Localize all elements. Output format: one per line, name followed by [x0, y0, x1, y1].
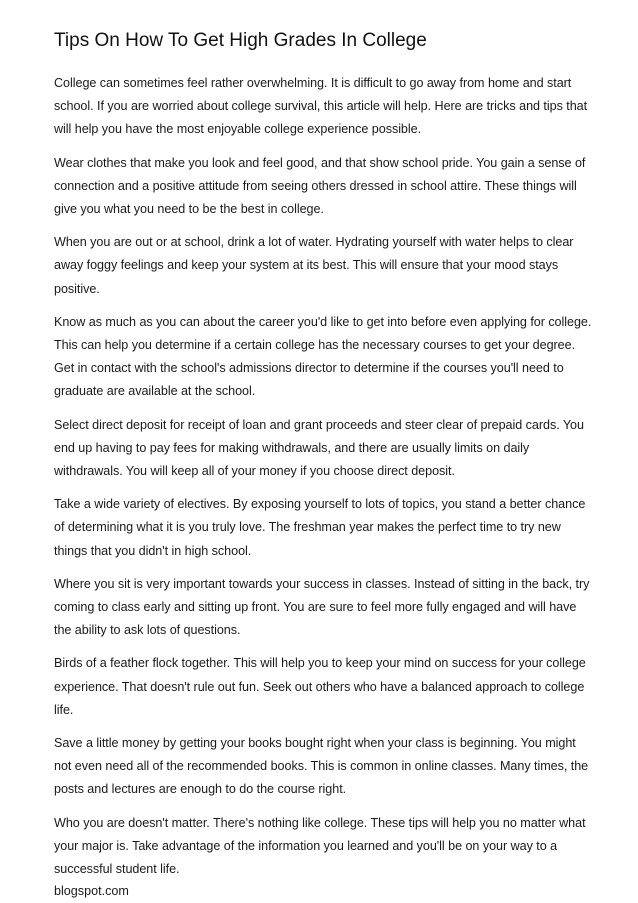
paragraph-direct-deposit: Select direct deposit for receipt of loan and grant proceeds and steer clear of prepaid cards. You end up having to pay fees for making withdrawals, and there are usually limits on daily withdrawals. You will keep all of your money if you choose direct deposit. — [54, 417, 584, 479]
source-credit: blogspot.com — [54, 884, 129, 899]
document-title: Tips On How To Get High Grades In College — [54, 30, 427, 51]
paragraph-clothes: Wear clothes that make you look and feel good, and that show school pride. You gain a sense of connection and a positive attitude from seeing others dressed in school attire. These things will give you what you need to be the best in college. — [54, 155, 586, 217]
paragraph-seating: Where you sit is very important towards your success in classes. Instead of sitting in the back, try coming to class early and sitting up front. You are sure to feel more fully engaged and will have the ability to ask lots of questions. — [54, 576, 590, 638]
document-page — [54, 28, 594, 901]
paragraph-intro: College can sometimes feel rather overwhelming. It is difficult to go away from home and start school. If you are worried about college survival, this article will help. Here are tricks and tips that will help you have the most enjoyable college experience possible. — [54, 76, 588, 137]
paragraph-conclusion: Who you are doesn't matter. There's nothing like college. These tips will help you no matter what your major is. Take advantage of the information you learned and you'll be on your way to a successful student life. — [54, 815, 586, 877]
paragraph-birds-of-a-feather: Birds of a feather flock together. This will help you to keep your mind on success for your college experience. That doesn't rule out fun. Seek out others who have a balanced approach to college life. — [54, 656, 586, 717]
paragraph-water: When you are out or at school, drink a lot of water. Hydrating yourself with water helps to clear away foggy feelings and keep your system at its best. This will ensure that your mood stays positive. — [54, 235, 574, 296]
paragraph-books: Save a little money by getting your books bought right when your class is beginning. You might not even need all of the recommended books. This is common in online classes. Many times, the posts and lectures are enough to do the course right. — [54, 736, 589, 797]
paragraph-career: Know as much as you can about the career you'd like to get into before even applying for college. This can help you determine if a certain college has the necessary courses to get your degree. Get in contact with the school's admissions director to determine if the courses you'll need to graduate are available at the school. — [54, 314, 592, 399]
paragraph-electives: Take a wide variety of electives. By exposing yourself to lots of topics, you stand a better chance of determining what it is you truly love. The freshman year makes the perfect time to try new things that you didn't in high school. — [54, 497, 586, 558]
